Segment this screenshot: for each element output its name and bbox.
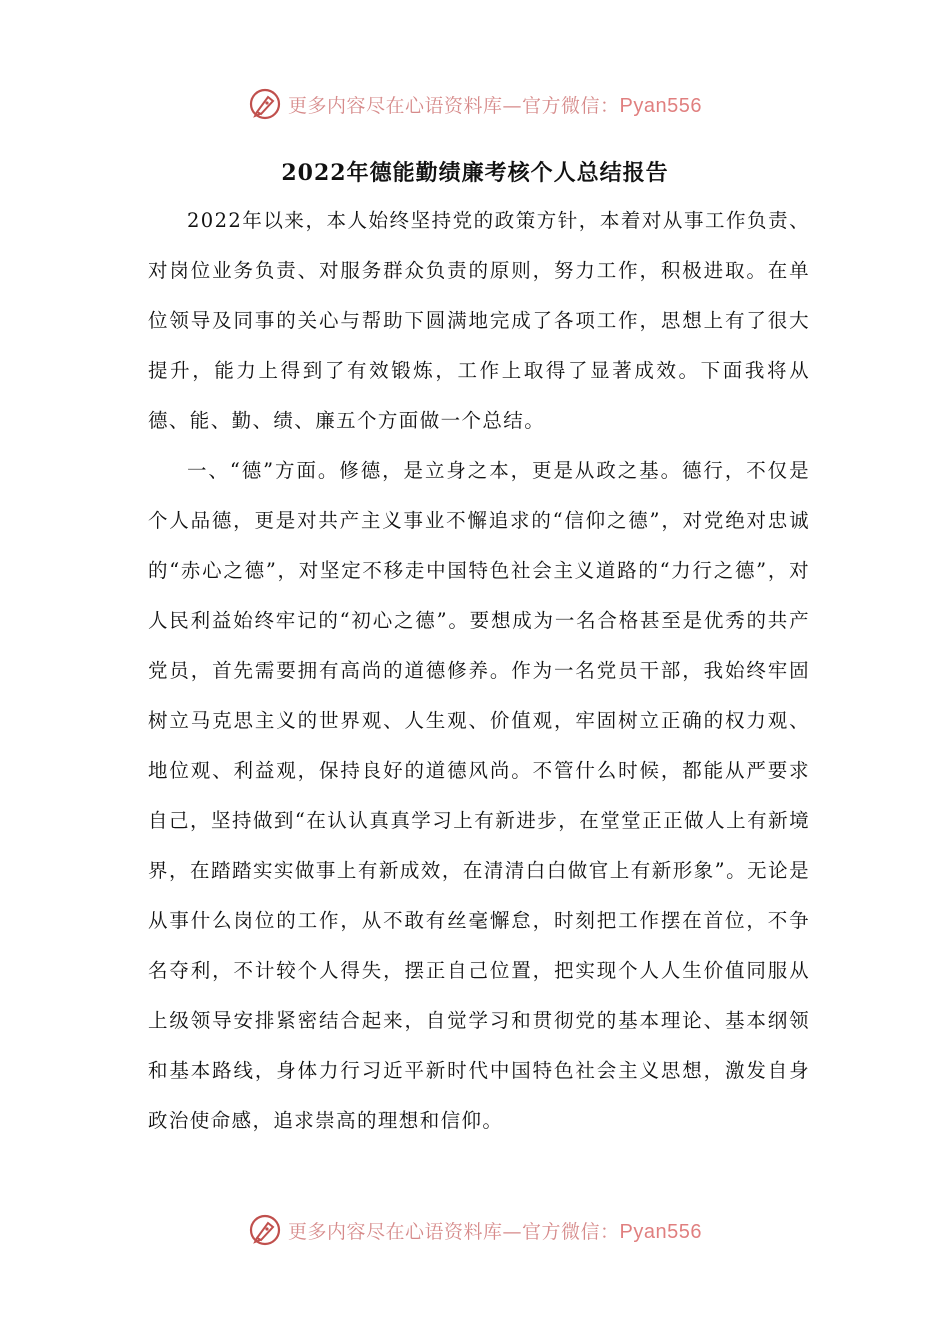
paragraph-virtue: 一、“德”方面。修德，是立身之本，更是从政之基。德行，不仅是个人品德，更是对共产主义事业不懈追求的“信仰之德”，对党绝对忠诚的“赤心之德”，对坚定不移走中国特色社会主义道路的“力行之德”，对人民利益始终牢记的“初心之德”。要想成为一名合格甚至是优秀的共产党员，首先需要拥有高尚的道德修养。作为一名党员干部，我始终牢固树立马克思主义的世界观、人生观、价值观，牢固树立正确的权力观、地位观、利益观，保持良好的道德风尚。不管什么时候，都能从严要求自己，坚持做到“在认认真真学习上有新进步，在堂堂正正做人上有新境界，在踏踏实实做事上有新成效，在清清白白做官上有新形象”。无论是从事什么岗位的工作，从不敢有丝毫懈怠，时刻把工作摆在首位，不争名夺利，不计较个人得失，摆正自己位置，把实现个人人生价值同服从上级领导安排紧密结合起来，自觉学习和贯彻党的基本理论、基本纲领和基本路线，身体力行习近平新时代中国特色社会主义思想，激发自身政治使命感，追求崇高的理想和信仰。 [148,459,810,1132]
wechat-id: Pyan556 [619,94,702,117]
document-body [148,196,810,1146]
watermark-text: 更多内容尽在心语资料库—官方微信：Pyan556 [288,94,702,117]
watermark-footer [0,1210,950,1250]
paragraph-intro: 2022年以来，本人始终坚持党的政策方针，本着对从事工作负责、对岗位业务负责、对服务群众负责的原则，努力工作，积极进取。在单位领导及同事的关心与帮助下圆满地完成了各项工作，思想上有了很大提升，能力上得到了有效锻炼，工作上取得了显著成效。下面我将从德、能、勤、绩、廉五个方面做一个总结。 [148,209,810,432]
pen-nib-logo-icon [248,1213,282,1247]
pen-nib-logo-icon [248,87,282,121]
watermark-header [0,84,950,124]
document-title: 2022年德能勤绩廉考核个人总结报告 [281,160,669,186]
wechat-id: Pyan556 [619,1220,702,1243]
watermark-text: 更多内容尽在心语资料库—官方微信：Pyan556 [288,1220,702,1243]
